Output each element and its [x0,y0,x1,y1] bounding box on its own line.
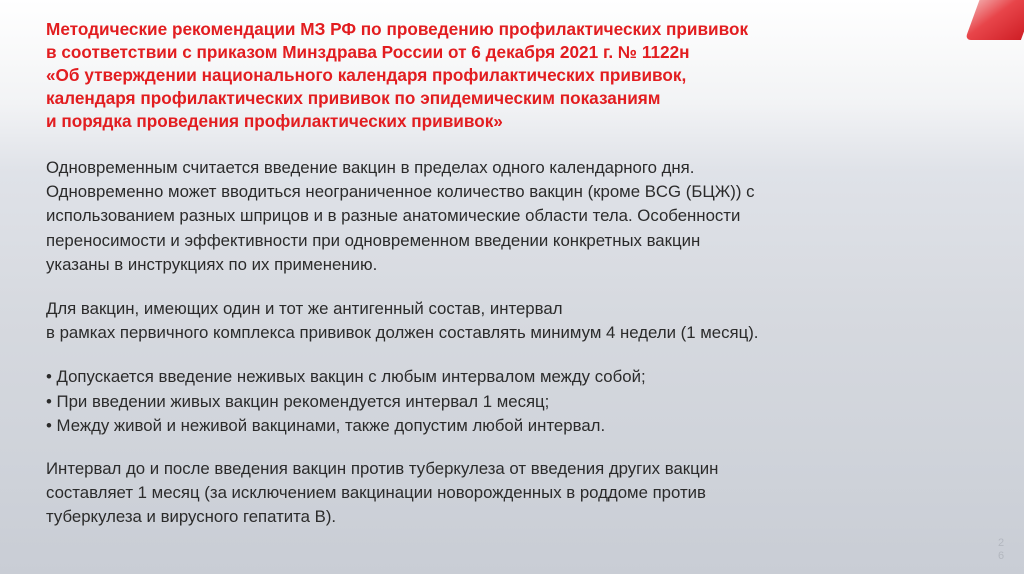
paragraph-simultaneous-vaccination: Одновременным считается введение вакцин в пределах одного календарного дня. Одновременно может вводиться неограниченное количество вакцин (кроме BCG (БЦЖ)) с использованием разных шприцов и в разные анатомические области тела. Особенности переносимости и эффективности при одновременном введении конкретных вакцин указаны в инструкциях по их применению. [46,158,755,274]
paragraph-tuberculosis-interval: Интервал до и после введения вакцин против туберкулеза от введения других вакцин составляет 1 месяц (за исключением вакцинации новорожденных в роддоме против туберкулеза и вирусного гепатита В). [46,459,719,527]
slide-title: Методические рекомендации МЗ РФ по проведению профилактических прививок в соответствии с приказом Минздрава России от 6 декабря 2021 г. № 1122н «Об утверждении национального календаря профилактических прививок, календаря профилактических прививок по эпидемическим показаниям и порядка проведения профилактических прививок» [46,19,749,131]
slide-content [46,18,976,530]
page-number: 2 6 [997,537,1005,562]
bullet-list-intervals: • Допускается введение неживых вакцин с любым интервалом между собой; • При введении живых вакцин рекомендуется интервал 1 месяц; • Между живой и неживой вакцинами, также допустим любой интервал. [46,367,646,435]
paragraph-same-antigen-interval: Для вакцин, имеющих один и тот же антигенный состав, интервал в рамках первичного комплекса прививок должен составлять минимум 4 недели (1 месяц). [46,299,759,343]
